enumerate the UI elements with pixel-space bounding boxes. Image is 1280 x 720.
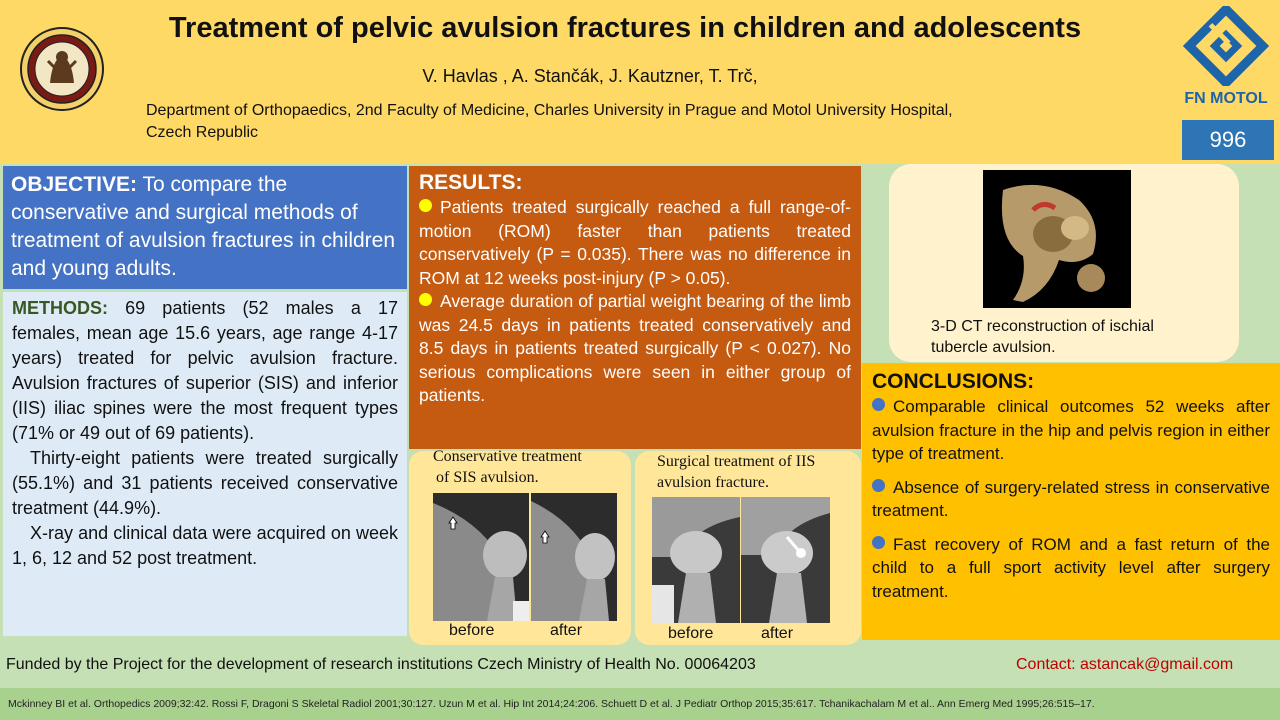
bullet-dot-icon: [419, 199, 432, 212]
conservative-title-line-2: of SIS avulsion.: [436, 469, 539, 486]
methods-paragraph-1: [12, 296, 398, 446]
fn-motol-text: FN MOTOL: [1184, 90, 1268, 107]
conclusions-bullet-3-text: Fast recovery of ROM and a fast return of the child to a full sport activity level after surgery treatment.: [872, 534, 1270, 601]
after-label: after: [761, 625, 794, 642]
xray-before-surgical: [652, 497, 740, 623]
affiliation-line-1: Department of Orthopaedics, 2nd Faculty of Medicine, Charles University in Prague and Motol University Hospital,: [146, 102, 953, 119]
objective-text: To compare the conservative and surgical methods of treatment of avulsion fractures in children and young adults.: [11, 173, 396, 280]
methods-paragraph-2: Thirty-eight patients were treated surgically (55.1%) and 31 patients received conservative treatment (44.9%).: [12, 448, 398, 518]
bullet-dot-icon: [872, 479, 885, 492]
ct-caption: 3-D CT reconstruction of ischial tubercle avulsion.: [931, 318, 1154, 356]
objective-section: [3, 166, 407, 289]
conclusions-bullet-1-text: Comparable clinical outcomes 52 weeks after avulsion fracture in the hip and pelvis region in either type of treatment.: [872, 397, 1270, 463]
methods-section: [3, 292, 407, 636]
bullet-dot-icon: [872, 398, 885, 411]
affiliation: [146, 100, 1106, 144]
bullet-dot-icon: [419, 293, 432, 306]
conclusions-bullet-1: [872, 395, 1270, 466]
conclusions-section: [862, 363, 1280, 640]
objective-heading: OBJECTIVE:: [11, 173, 138, 196]
results-heading: RESULTS:: [419, 171, 523, 194]
xray-after-surgical: [741, 497, 830, 623]
ct-figure-panel: [889, 164, 1239, 362]
authors: V. Havlas , A. Stančák, J. Kautzner, T. Trč,: [422, 66, 758, 86]
conclusions-bullet-3: [872, 533, 1270, 604]
surgical-figure-panel: [635, 451, 861, 645]
conclusions-bullet-2-text: Absence of surgery-related stress in conservative treatment.: [872, 477, 1270, 520]
affiliation-line-2: Czech Republic: [146, 124, 259, 141]
before-label: before: [668, 625, 714, 642]
funding-note: Funded by the Project for the development of research institutions Czech Ministry of Health No. 00064203: [6, 656, 756, 673]
methods-paragraph-3: X-ray and clinical data were acquired on week 1, 6, 12 and 52 post treatment.: [12, 523, 398, 568]
xray-after-conservative: [531, 493, 617, 621]
after-label: after: [550, 622, 583, 639]
surgical-title-line-2: avulsion fracture.: [657, 474, 769, 491]
conservative-title-line-1: Conservative treatment: [433, 448, 582, 465]
before-label: before: [449, 622, 495, 639]
references-bar: Mckinney BI et al. Orthopedics 2009;32:42. Rossi F, Dragoni S Skeletal Radiol 2001;30:127. Uzun M et al. Hip Int 2014;24:206. Schuett D et al. J Pediatr Orthop 2015;35:617. Tchanikachalam M et al.. Ann Emerg Med 1995;26:515–17.: [0, 688, 1280, 720]
poster-title: Treatment of pelvic avulsion fractures in children and adolescents: [168, 12, 1082, 44]
contact-email: Contact: astancak@gmail.com: [1016, 656, 1234, 673]
results-section: [409, 166, 861, 449]
conclusions-heading: CONCLUSIONS:: [872, 370, 1035, 393]
conservative-figure-panel: [409, 448, 631, 645]
ct-reconstruction-image: [983, 170, 1131, 308]
poster-number-badge: 996: [1182, 120, 1274, 160]
xray-before-conservative: [433, 493, 529, 621]
bullet-dot-icon: [872, 536, 885, 549]
results-bullet-2-text: Average duration of partial weight bearing of the limb was 24.5 days in patients treated conservatively and 8.5 days in patients treated surgically (P < 0.027). No serious complications were seen in either group of patients.: [419, 291, 851, 405]
surgical-figure-title: [657, 451, 815, 493]
methods-heading: METHODS:: [12, 298, 108, 318]
surgical-title-line-1: Surgical treatment of IIS: [657, 453, 816, 470]
fn-motol-logo: [1178, 6, 1274, 86]
conservative-figure-title: [433, 446, 582, 488]
results-bullet-2: [419, 290, 851, 408]
methods-text-1: 69 patients (52 males a 17 females, mean age 15.6 years, age range 4-17 years) treated for pelvic avulsion fracture. Avulsion fractures of superior (SIS) and inferior (IIS) iliac spines were the most frequent types (71% or 49 out of 69 patients).: [12, 298, 398, 443]
results-bullet-1: [419, 196, 851, 290]
results-bullet-1-text: Patients treated surgically reached a full range-of-motion (ROM) faster than patients treated conservatively (P = 0.035). There was no difference in ROM at 12 weeks post-injury (P > 0.05).: [419, 197, 851, 288]
conclusions-bullet-2: [872, 476, 1270, 523]
